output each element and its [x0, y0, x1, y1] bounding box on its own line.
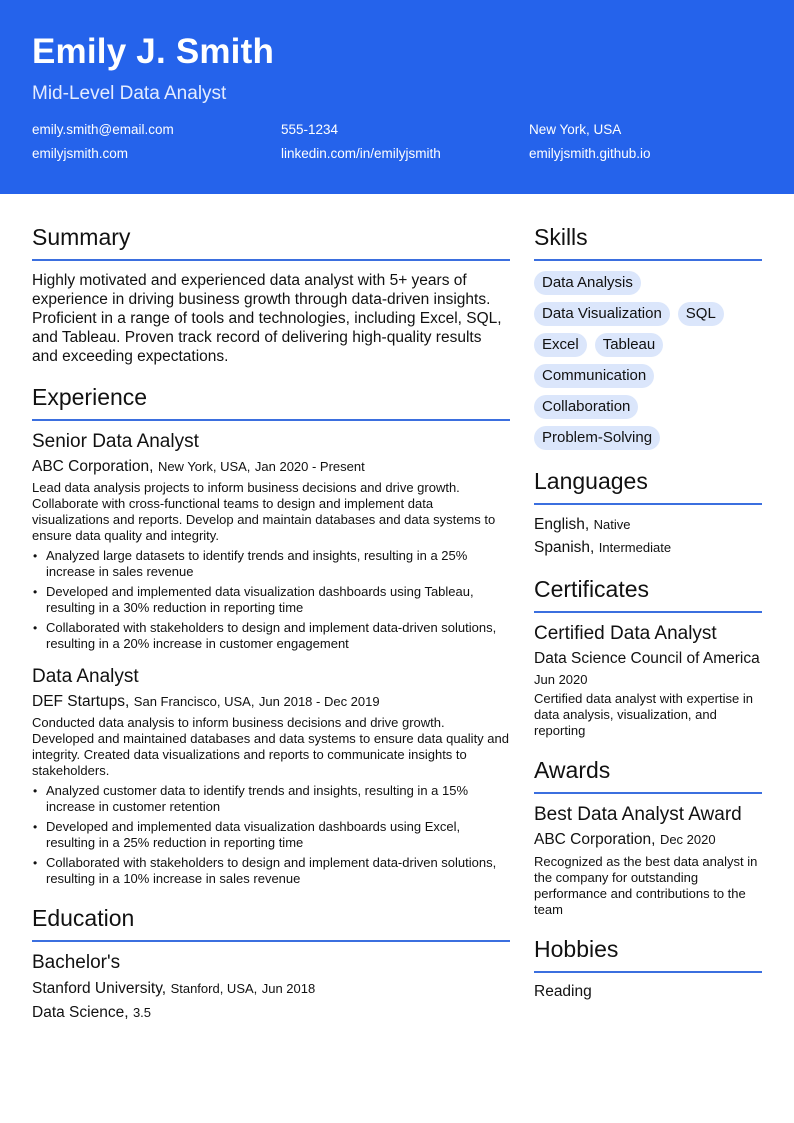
award-date: Dec 2020 — [659, 832, 716, 847]
graduation-date: Jun 2018 — [261, 981, 316, 996]
school-location: Stanford, USA, — [170, 981, 258, 996]
contact-linkedin[interactable]: linkedin.com/in/emilyjsmith — [281, 146, 441, 161]
job-location: New York, USA, — [157, 459, 251, 474]
side-column — [534, 224, 762, 1013]
section-title: Hobbies — [534, 936, 762, 973]
list-item: • Analyzed customer data to identify trends and insights, resulting in a 15% increase in customer retention — [32, 783, 510, 815]
candidate-name: Emily J. Smith — [32, 32, 275, 71]
skill-tag: Data Visualization — [534, 302, 670, 326]
skills-section — [534, 224, 762, 450]
certificate-description: Certified data analyst with expertise in data analysis, visualization, and reporting — [534, 691, 753, 738]
job-bullets — [32, 783, 510, 887]
awards-section — [534, 757, 762, 918]
job-title: Data Analyst — [32, 666, 139, 687]
job-description: Lead data analysis projects to inform business decisions and drive growth. Collaborate with cross-functional teams to design and implement data visualizations and reports. Develop and maintain databases and data systems to ensure data quality and integrity. — [32, 480, 496, 543]
resume-header — [0, 0, 794, 194]
job-location: San Francisco, USA, — [133, 694, 255, 709]
skills-tags — [534, 271, 762, 450]
section-title: Education — [32, 905, 510, 942]
school-name: Stanford University, — [32, 980, 167, 997]
list-item: • Analyzed large datasets to identify trends and insights, resulting in a 25% increase in sales revenue — [32, 548, 510, 580]
language-level: Intermediate — [598, 540, 672, 555]
certificate-name: Certified Data Analyst — [534, 623, 717, 644]
skill-tag: Tableau — [595, 333, 664, 357]
contact-phone[interactable]: 555-1234 — [281, 122, 339, 137]
skill-tag: Excel — [534, 333, 587, 357]
section-title: Awards — [534, 757, 762, 794]
hobbies-section — [534, 936, 762, 1001]
job-company: DEF Startups, — [32, 693, 130, 710]
certificates-section — [534, 576, 762, 739]
skill-tag: Communication — [534, 364, 654, 388]
job-entry — [32, 666, 510, 887]
job-meta — [32, 692, 510, 712]
certificate-issuer: Data Science Council of America — [534, 650, 760, 667]
job-company: ABC Corporation, — [32, 458, 154, 475]
section-title: Skills — [534, 224, 762, 261]
job-entry — [32, 431, 510, 652]
education-section — [32, 905, 510, 1022]
candidate-role: Mid-Level Data Analyst — [32, 83, 227, 104]
list-item: • Developed and implemented data visualization dashboards using Tableau, resulting in a 30% reduction in reporting time — [32, 584, 510, 616]
award-org: ABC Corporation, — [534, 831, 656, 848]
summary-text: Highly motivated and experienced data analyst with 5+ years of experience in driving business growth through data-driven insights. Proficient in a range of tools and technologies, including Excel, SQL, and Tableau. Proven track record of delivering high-quality results and exceeding expectations. — [32, 272, 502, 365]
languages-section — [534, 468, 762, 558]
gpa: 3.5 — [132, 1005, 152, 1020]
contact-github[interactable]: emilyjsmith.github.io — [529, 146, 651, 161]
list-item: • Developed and implemented data visualization dashboards using Excel, resulting in a 25% reduction in reporting time — [32, 819, 510, 851]
skill-tag: Data Analysis — [534, 271, 641, 295]
experience-section — [32, 384, 510, 887]
job-bullets — [32, 548, 510, 652]
contact-email[interactable]: emily.smith@email.com — [32, 122, 174, 137]
job-meta — [32, 457, 510, 477]
language-name: Spanish, — [534, 539, 595, 556]
hobby-item: Reading — [534, 983, 592, 1000]
section-title: Summary — [32, 224, 510, 261]
contact-location: New York, USA — [529, 122, 622, 137]
education-school-line — [32, 979, 510, 998]
section-title: Experience — [32, 384, 510, 421]
language-item — [534, 515, 762, 535]
language-item — [534, 538, 762, 558]
skill-tag: SQL — [678, 302, 724, 326]
skill-tag: Collaboration — [534, 395, 638, 419]
award-description: Recognized as the best data analyst in the company for outstanding performance and contributions to the team — [534, 854, 758, 917]
certificate-date: Jun 2020 — [534, 672, 588, 687]
job-title: Senior Data Analyst — [32, 431, 199, 452]
language-name: English, — [534, 516, 590, 533]
field-of-study: Data Science, — [32, 1004, 129, 1021]
job-dates: Jan 2020 - Present — [254, 459, 365, 474]
summary-section — [32, 224, 510, 366]
section-title: Languages — [534, 468, 762, 505]
main-column — [32, 224, 510, 1034]
job-description: Conducted data analysis to inform business decisions and drive growth. Developed and maintained databases and data systems to ensure data quality and integrity. Created data visualizations and reports to communicate insights to stakeholders. — [32, 715, 509, 778]
list-item: • Collaborated with stakeholders to design and implement data-driven solutions, resulting in a 10% increase in sales revenue — [32, 855, 510, 887]
section-title: Certificates — [534, 576, 762, 613]
award-name: Best Data Analyst Award — [534, 804, 742, 825]
language-level: Native — [593, 517, 631, 532]
degree-title: Bachelor's — [32, 952, 121, 973]
job-dates: Jun 2018 - Dec 2019 — [258, 694, 380, 709]
list-item: • Collaborated with stakeholders to design and implement data-driven solutions, resulting in a 20% increase in customer engagement — [32, 620, 510, 652]
award-meta — [534, 830, 762, 850]
education-field-line — [32, 1003, 510, 1022]
contact-website[interactable]: emilyjsmith.com — [32, 146, 129, 161]
skill-tag: Problem-Solving — [534, 426, 660, 450]
